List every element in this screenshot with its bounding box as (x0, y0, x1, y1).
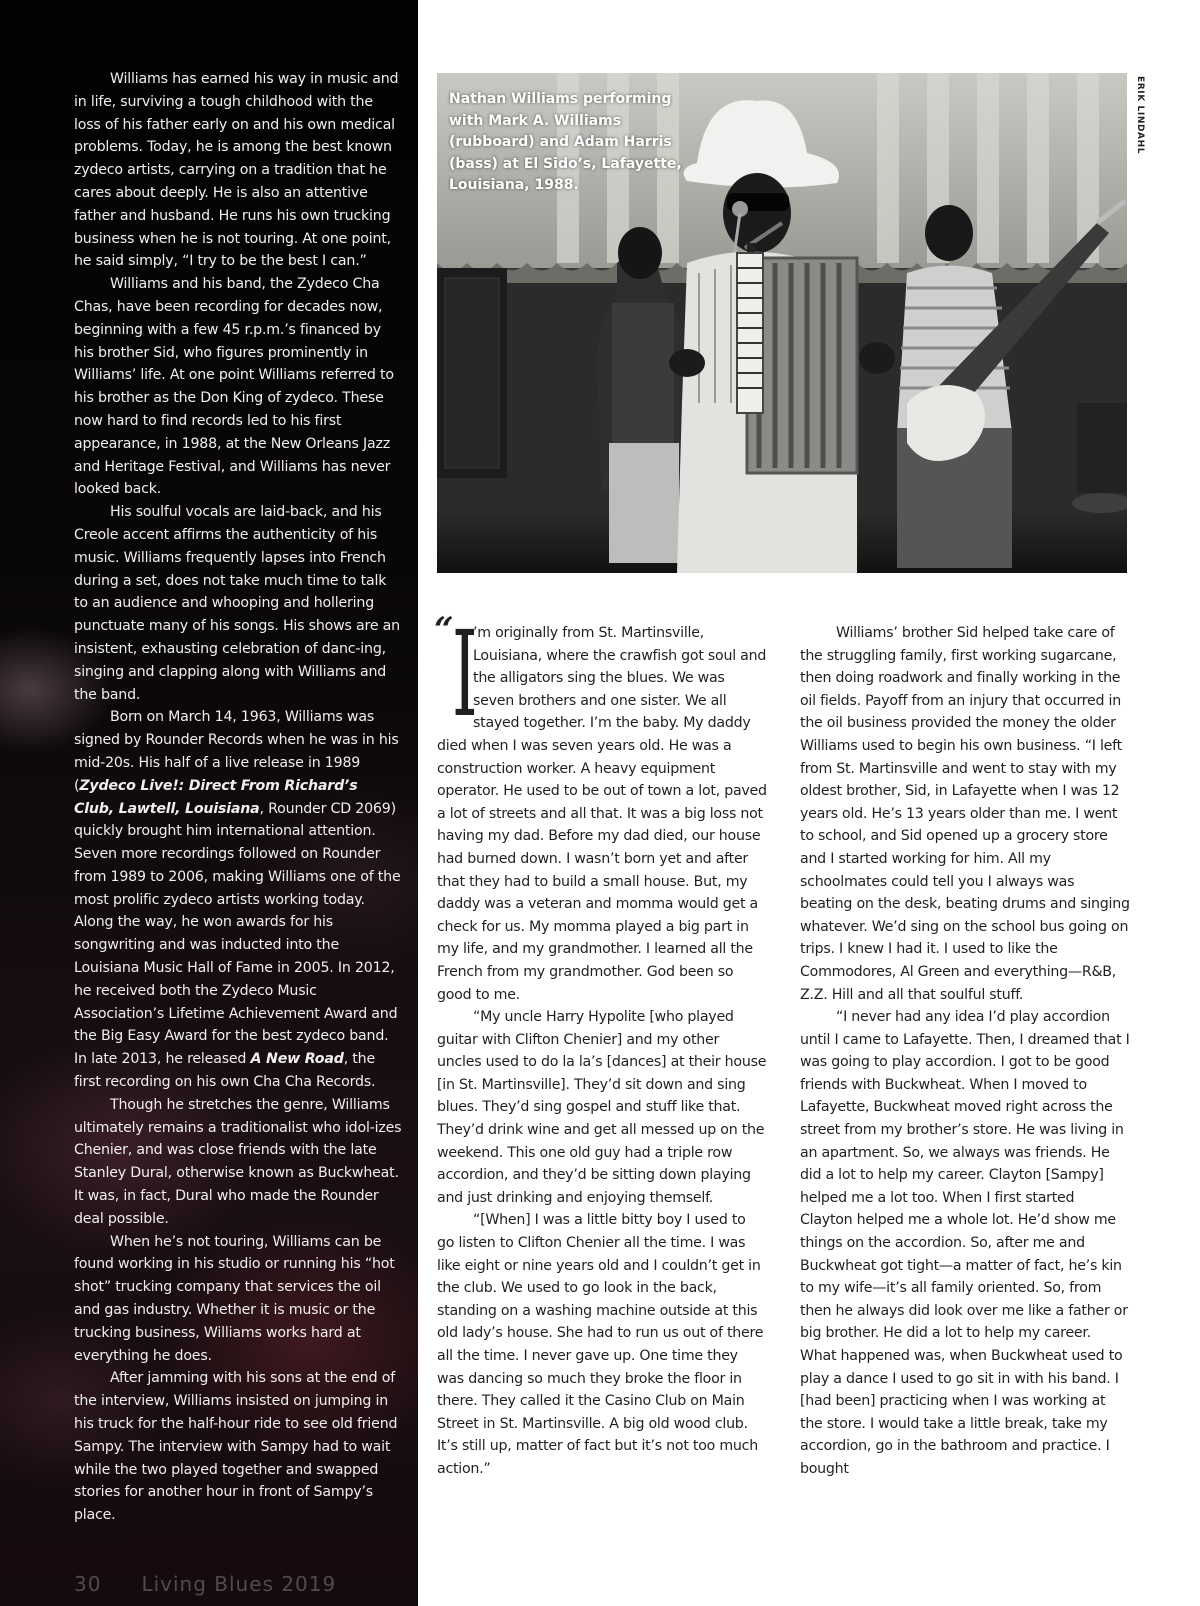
sidebar-paragraph: Though he stretches the genre, Williams ultimately remains a traditionalist who idol-izes Chenier, and was close friends with the late Stanley Dural, otherwise known as Buckwheat. It was, in fact, Dural who made the Rounder deal possible. (74, 1096, 402, 1227)
article-paragraph: “[When] I was a little bitty boy I used to go listen to Clifton Chenier all the time. I was like eight or nine years old and I couldn’t get in the club. We used to go look in the back, standing on a washing machine outside at this old lady’s house. She had to run us out of there all the time. I never gave up. One time they was dancing so much they broke the floor in there. They called it the Casino Club on Main Street in St. Martinsville. A big old wood club. It’s still up, matter of fact but it’s not too much action.” (437, 1212, 764, 1477)
article-text-run: ’m originally from St. Martinsville, Louisiana, where the crawfish got soul and the alligators sing the blues. We was seven brothers and one sister. We all stayed together. I’m the baby. My daddy died when I was seven years old. He was a construction worker. A heavy equipment operator. He used to be out of town a lot, paved a lot of streets and all that. It was a big loss not having my dad. Before my dad died, our house had burned down. I wasn’t born yet and after that they had to build a small house. But, my daddy was a veteran and momma would get a check for us. My momma played a big part in my life, and my grandmother. I learned all the French from my grandmother. God been so good to me. (437, 625, 767, 1003)
sidebar-paragraph: After jamming with his sons at the end of the interview, Williams insisted on jumping in his truck for the half-hour ride to see old friend Sampy. The interview with Sampy had to wait while the two played together and swapped stories for another hour in front of Sampy’s place. (74, 1370, 398, 1524)
sidebar-paragraph: Williams has earned his way in music and in life, surviving a tough childhood with the loss of his father early on and his own medical problems. Today, he is among the best known zydeco artists, carrying on a tradition that he cares about deeply. He is also an attentive father and husband. He runs his own trucking business when he is not touring. At one point, he said simply, “I try to be the best I can.” (74, 71, 399, 270)
photo-credit-text: ERIK LINDAHL (1135, 76, 1145, 155)
sidebar-text-run: , the first recording on his own Cha Cha Records. (74, 1051, 376, 1091)
sidebar-paragraph (74, 706, 402, 1094)
sidebar-text-run: , Rounder CD 2069) quickly brought him international attention. Seven more recordings followed on Rounder from 1989 to 2006, making Williams one of the most prolific zydeco artists working today. Along the way, he won awards for his songwriting and was inducted into the Louisiana Music Hall of Fame in 2005. In 2012, he received both the Zydeco Music Association’s Lifetime Achievement Award and the Big Easy Award for the best zydeco band. In late 2013, he released (74, 800, 401, 1068)
sidebar-paragraph: His soulful vocals are laid-back, and his Creole accent affirms the authenticity of his music. Williams frequently lapses into French during a set, does not take much time to talk to an audience and whooping and hollering punctuate many of his songs. His shows are an insistent, exhausting celebration of danc-ing, singing and clapping along with Williams and the band. (74, 504, 400, 703)
sidebar-paragraph: Williams and his band, the Zydeco Cha Chas, have been recording for decades now, beginning with a few 45 r.p.m.’s financed by his brother Sid, who figures prominently in Williams’ life. At one point Williams referred to his brother as the Don King of zydeco. These now hard to find records led to his first appearance, in 1988, at the New Orleans Jazz and Heritage Festival, and Williams has never looked back. (74, 276, 394, 498)
drop-cap-letter: I (452, 605, 478, 743)
article-paragraph (434, 605, 767, 1006)
article-paragraph: “My uncle Harry Hypolite [who played guitar with Clifton Chenier] and my other uncles used to do la la’s [dances] at their house [in St. Martinsville]. They’d sit down and sing blues. They’d sing gospel and stuff like that. They’d drink wine and get all messed up on the weekend. This one old guy had a triple row accordion, and they’d be sitting down playing and just drinking and enjoying themself. (437, 1009, 767, 1206)
drop-cap-quote: “ (434, 610, 454, 650)
issue-year: 2019 (281, 1572, 337, 1596)
article-paragraph: Williams’ brother Sid helped take care of the struggling family, first working sugarcane, then doing roadwork and finally working in the oil fields. Payoff from an injury that occurred in the oil business provided the money the older Williams used to begin his own business. “I left from St. Martinsville and went to stay with my oldest brother, Sid, in Lafayette when I was 12 years old. He’s 13 years older than me. I went to school, and Sid opened up a grocery store and I started working for him. All my schoolmates could tell you I always was beating on the desk, beating drums and singing whatever. We’d sing on the school bus going on trips. I knew I had it. I used to like the Commodores, Al Green and everything—R&B, Z.Z. Hill and all that soulful stuff. (800, 625, 1130, 1003)
album-title-live: Zydeco Live!: Direct From Richard’s Club, Lawtell, Louisiana (74, 777, 358, 817)
article-paragraph: “I never had any idea I’d play accordion until I came to Lafayette. Then, I dreamed that I was going to play accordion. I got to be good friends with Buckwheat. When I moved to Lafayette, Buckwheat moved right across the street from my brother’s store. He was living in an apartment. So, we always was friends. He did a lot to help my career. Clayton [Sampy] helped me a lot too. When I first started Clayton helped me a whole lot. He’d show me things on the accordion. So, after me and Buckwheat got tight—a matter of fact, he’s kin to my wife—it’s all family oriented. So, from then he always did look over me like a father or big brother. He did a lot to help my career. What happened was, when Buckwheat used to play a dance I used to go sit in with his band. I [had been] practicing when I was working at the store. I would take a little break, take my accordion, go in the bathroom and practice. I bought (800, 1009, 1130, 1477)
magazine-name: Living Blues (141, 1572, 274, 1596)
article-column-right (800, 622, 1130, 1481)
drop-cap (434, 605, 478, 743)
sidebar-text-run: Born on March 14, 1963, Williams was signed by Rounder Records when he was in his mid-20s. His half of a live release in 1989 ( (74, 709, 399, 794)
article-column-middle (434, 605, 767, 1481)
photo-credit (1131, 76, 1145, 166)
performance-photo (437, 73, 1127, 573)
sidebar-text (74, 68, 402, 1527)
page-folio (74, 1572, 336, 1596)
album-title-new-road: A New Road (250, 1051, 344, 1068)
sidebar-panel (0, 0, 418, 1606)
sidebar-paragraph: When he’s not touring, Williams can be found working in his studio or running his “hot shot” trucking company that services the oil and gas industry. Whether it is music or the trucking business, Williams works hard at everything he does. (74, 1233, 395, 1364)
photo-caption: Nathan Williams performing with Mark A. Williams (rubboard) and Adam Harris (bass) at El Sido’s, Lafayette, Louisiana, 1988. (449, 91, 682, 194)
page-number: 30 (74, 1572, 102, 1596)
